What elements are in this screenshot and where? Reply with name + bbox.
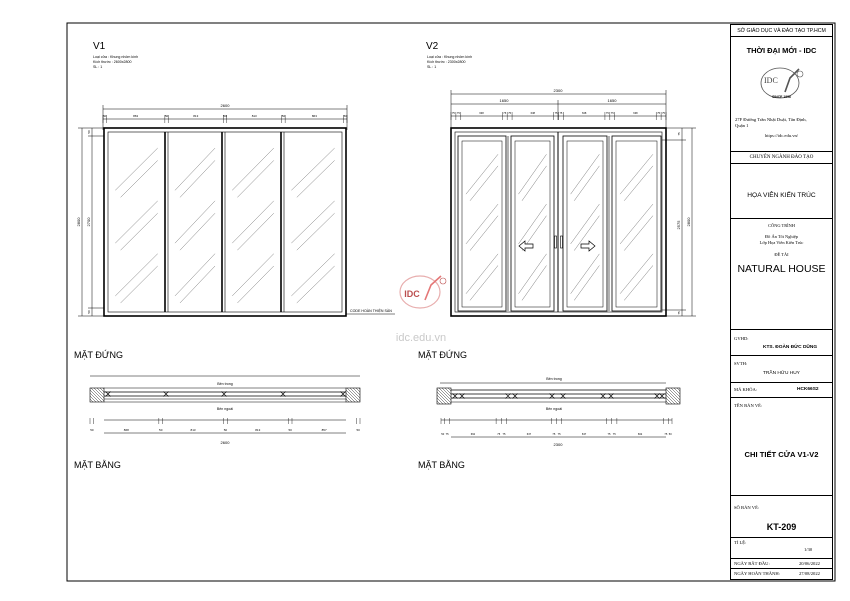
v1-top-segment-label: 863: [133, 114, 139, 118]
glass-reflection-line: [175, 148, 215, 190]
wall-hatch-line: [668, 388, 680, 400]
v2-plan-segments: [441, 418, 672, 436]
v1-name: V1: [93, 41, 106, 52]
v2-plan-segment-label: 75: [664, 433, 668, 436]
glass-reflection-line: [624, 266, 653, 301]
glass-reflection-line: [620, 254, 653, 294]
glass-reflection-line: [574, 166, 599, 201]
v1-plan-segment-label: 50: [288, 428, 292, 432]
v1-plan-segment-label: 813: [190, 428, 196, 432]
wall-hatch-line: [666, 401, 669, 404]
v2-top-segment-label: 75: [503, 112, 507, 115]
glass-reflection-line: [297, 213, 335, 250]
glass-reflection-line: [571, 154, 600, 194]
v2-right-inner: 2575: [676, 220, 681, 230]
v2-plan-segment-label: 662: [470, 433, 476, 436]
wall-hatch-line: [445, 388, 451, 394]
v1-spec-qty: SL : 1: [93, 65, 103, 69]
v2-top-segment-label: 75: [605, 112, 609, 115]
v2-top-segment-label: 638: [581, 112, 587, 115]
drawing-no-cell: [731, 496, 832, 538]
school-logo-text: IDC: [764, 76, 778, 85]
v1-top-segment-label: 863: [311, 114, 317, 118]
v2-plan-inside: Bên trong: [546, 377, 562, 381]
student: TRẦN HỮU HUY: [763, 371, 800, 376]
v2-top-segment-label: 638: [530, 112, 536, 115]
glass-reflection-line: [297, 160, 335, 197]
glass-reflection-line: [121, 266, 158, 303]
wall-hatch-line: [674, 388, 680, 394]
drawing-no-label: SỐ BẢN VẼ:: [734, 505, 760, 510]
glass-reflection-line: [237, 266, 273, 303]
department-cell: [731, 25, 832, 37]
glass-reflection-line: [574, 266, 599, 301]
v2-top-segment-label: 638: [479, 112, 484, 115]
v2-top-segment-label: 638: [633, 112, 638, 115]
project-label: CÔNG TRÌNH: [768, 223, 795, 228]
finish-label: NGÀY HOÀN THÀNH:: [734, 571, 780, 576]
v1-left-small-bottom: 50: [87, 310, 91, 314]
glass-reflection-line: [115, 201, 157, 243]
drawing-name-cell: [731, 398, 832, 496]
wall-hatch-line: [437, 392, 449, 404]
course: HCK66S2: [797, 387, 819, 392]
glass-reflection-line: [237, 160, 273, 197]
v1-plan-segment-label: 857: [321, 428, 327, 432]
glass-reflection-line: [624, 166, 653, 201]
start-cell: [731, 559, 832, 569]
glass-reflection-line: [624, 216, 653, 251]
v1-floor-label: CODE HOÀN THIỆN SÀN: [350, 309, 392, 313]
v2-plan-segment-label: 637: [581, 433, 587, 436]
v2-top-segment-label: 75: [456, 112, 460, 115]
start-date: 20/06/2022: [799, 561, 820, 566]
website: https://idc.edu.vn/: [764, 133, 799, 138]
glass-reflection-line: [571, 204, 600, 244]
glass-reflection-line: [291, 201, 334, 243]
wall-hatch-line: [666, 392, 678, 404]
v2-plan-segment-label: 75: [445, 433, 449, 436]
glass-reflection-line: [466, 154, 498, 194]
major-label-cell: [731, 152, 832, 164]
wall-hatch-line: [353, 388, 360, 395]
v1-door-frame: [104, 128, 346, 316]
scale-label: TỈ LỆ:: [734, 540, 747, 545]
v2-spec-type: Loại cửa : Khung nhôm kính: [427, 55, 473, 59]
v2-top-segment-label: 75: [610, 112, 614, 115]
watermark-logo: [400, 276, 446, 308]
glass-reflection-line: [519, 254, 547, 294]
wall-hatch-line: [346, 396, 352, 402]
v2-top-half-left: 1650: [499, 98, 509, 103]
v1-top-segment-label: 813: [193, 114, 199, 118]
v1-top-segment-label: 50: [281, 114, 286, 118]
project-cell: [731, 219, 832, 330]
finish-date: 27/08/2022: [799, 571, 820, 576]
v1-elevation-title: MẶT ĐỨNG: [74, 350, 124, 360]
v2-plan-total: 2300: [553, 442, 563, 447]
drawing-name: CHI TIẾT CỬA V1-V2: [744, 450, 819, 459]
watermark-logo-text: IDC: [404, 289, 420, 299]
v2-plan-segment-label: 50: [668, 433, 672, 436]
v2-door-frame: [451, 128, 666, 316]
v1-top-segment-label: 50: [103, 114, 107, 118]
instructor: KTS. ĐOÀN ĐỨC DŨNG: [763, 345, 818, 350]
project-line2: Lớp Họa Viên Kiến Trúc: [759, 240, 804, 245]
v2-plan-segment-label: 75: [607, 433, 611, 436]
start-label: NGÀY BẮT ĐẦU:: [734, 561, 770, 566]
school-cell: [731, 37, 832, 152]
v2-plan-segment-label: 75: [502, 433, 506, 436]
topic: NATURAL HOUSE: [737, 263, 826, 275]
v1-plan-segment-label: 50: [356, 428, 360, 432]
course-label: MÃ KHÓA:: [734, 387, 758, 392]
wall-hatch-line: [437, 398, 443, 404]
v1-top-total: 2600: [220, 103, 230, 108]
finish-cell: [731, 569, 832, 579]
scale-cell: [731, 538, 832, 559]
glass-reflection-line: [519, 154, 547, 194]
v1-plan-title: MẶT BẰNG: [74, 460, 121, 470]
major-label: CHUYÊN NGÀNH ĐÀO TẠO: [749, 155, 814, 160]
glass-reflection-line: [466, 254, 498, 294]
v2-plan-outside: Bên ngoài: [545, 407, 563, 411]
glass-reflection-line: [571, 254, 600, 294]
v2-top-total: 2300: [553, 88, 563, 93]
wall-hatch-line: [97, 388, 104, 395]
school-name: THỜI ĐẠI MỚI - IDC: [746, 46, 817, 55]
drawing-no: KT-209: [766, 522, 797, 532]
glass-reflection-line: [470, 266, 498, 301]
right-arrow-icon: [581, 241, 595, 251]
v2-top-segment-label: 75: [657, 112, 661, 115]
v2-plan-segment-label: 75: [557, 433, 561, 436]
scale: 1/30: [804, 547, 813, 552]
v2-top-segment-label: 75: [662, 112, 666, 115]
student-cell: [731, 356, 832, 383]
v2-glass-hatch: [466, 154, 653, 300]
project-line1: Đồ Án Tốt Nghiệp: [765, 234, 798, 239]
major-cell: [731, 164, 832, 219]
glass-reflection-line: [470, 166, 498, 201]
v1-top-segment-label: 50: [164, 114, 169, 118]
v1-left-dimensions: [78, 128, 104, 316]
v2-plan-segment-label: 75: [612, 433, 616, 436]
v2-right-outer: 2800: [686, 217, 691, 227]
wall-hatch-line: [90, 390, 102, 402]
v1-plan-outside: Bên ngoài: [216, 407, 234, 411]
wall-hatch-line: [437, 389, 451, 403]
glass-reflection-line: [232, 148, 274, 190]
glass-reflection-line: [115, 148, 157, 190]
glass-reflection-line: [291, 148, 334, 190]
since: SINCE 1996: [772, 95, 791, 99]
glass-reflection-line: [522, 166, 547, 201]
wall-hatch-line: [448, 388, 451, 391]
v2-plan-segment-label: 75: [552, 433, 556, 436]
glass-reflection-line: [291, 254, 334, 296]
v2-elevation-title: MẶT ĐỨNG: [418, 350, 468, 360]
v1-plan-segment-label: 813: [255, 428, 261, 432]
glass-reflection-line: [470, 216, 498, 251]
course-cell: [731, 383, 832, 398]
v1-plan-inside: Bên trong: [217, 382, 233, 386]
v1-top-segment-label: 50: [223, 114, 227, 118]
glass-reflection-line: [180, 213, 215, 250]
glass-reflection-line: [466, 204, 498, 244]
v1-top-segment-label: 50: [343, 114, 347, 118]
wall-hatch-line: [666, 389, 680, 403]
v1-left-small-top: 50: [87, 130, 91, 134]
glass-reflection-line: [620, 154, 653, 194]
v2-top-half-right: 1650: [607, 98, 617, 103]
title-block: [730, 24, 833, 580]
wall-hatch-line: [439, 388, 451, 400]
v2-spec-size: Kích thước : 2300x2800: [427, 60, 466, 64]
glass-reflection-line: [297, 266, 335, 303]
address-line1: 27F Đường Trần Nhật Duật, Tân Định,: [735, 117, 807, 122]
v1-spec-type: Loại cửa : Khung nhôm kính: [93, 55, 139, 59]
topic-label: ĐỀ TÀI: [774, 252, 789, 257]
glass-reflection-line: [115, 254, 157, 296]
v2-top-segment-label: 75: [554, 112, 558, 115]
glass-reflection-line: [237, 213, 273, 250]
wall-hatch-line: [90, 399, 93, 402]
major: HỌA VIÊN KIẾN TRÚC: [747, 192, 816, 199]
glass-reflection-line: [180, 266, 215, 303]
glass-reflection-line: [522, 266, 547, 301]
wall-hatch-line: [94, 388, 104, 398]
v2-plan-title: MẶT BẰNG: [418, 460, 465, 470]
instructor-label: GVHD:: [734, 336, 749, 341]
v1-left-inner: 2700: [86, 217, 91, 227]
v2-right-small-bottom: 75: [677, 311, 681, 315]
v1-plan-segment-label: 50: [90, 428, 94, 432]
glass-reflection-line: [232, 201, 274, 243]
v1-plan-total: 2600: [220, 440, 230, 445]
drawing-name-label: TÊN BẢN VẼ:: [734, 403, 763, 408]
v1-spec-size: Kích thước : 2600x2800: [93, 60, 132, 64]
v2-plan-segment-label: 637: [526, 433, 532, 436]
student-label: SVTH:: [734, 361, 748, 366]
glass-reflection-line: [232, 254, 274, 296]
glass-reflection-line: [620, 204, 653, 244]
glass-reflection-line: [175, 201, 215, 243]
glass-reflection-line: [121, 160, 158, 197]
glass-reflection-line: [175, 254, 215, 296]
glass-reflection-line: [180, 160, 215, 197]
v2-top-segments: [451, 111, 666, 120]
v2-plan-segment-label: 75: [497, 433, 501, 436]
address-line2: Quận 1: [735, 123, 749, 128]
wall-hatch-line: [346, 390, 358, 402]
wall-hatch-line: [677, 388, 680, 391]
v1-plan-segment-label: 50: [159, 428, 163, 432]
v2-spec-qty: SL : 1: [427, 65, 437, 69]
instructor-cell: [731, 330, 832, 356]
v1-left-outer: 2800: [76, 217, 81, 227]
v2-right-small-top: 75: [677, 132, 681, 136]
v2-name: V2: [426, 41, 439, 52]
v1-plan-segment-label: 868: [123, 428, 129, 432]
wall-hatch-line: [346, 399, 349, 402]
left-arrow-icon: [519, 241, 533, 251]
v2-top-segment-label: 75: [451, 112, 455, 115]
wall-hatch-line: [350, 388, 360, 398]
department: SỞ GIÁO DỤC VÀ ĐÀO TẠO TP.HCM: [737, 28, 826, 34]
wall-hatch-line: [437, 401, 440, 404]
glass-reflection-line: [519, 204, 547, 244]
watermark-url: idc.edu.vn: [395, 332, 447, 344]
v1-plan-segment-label: 50: [223, 428, 228, 432]
v1-top-segment-label: 813: [251, 114, 257, 118]
v1-top-segments: [103, 114, 347, 123]
glass-reflection-line: [121, 213, 158, 250]
wall-hatch-line: [90, 396, 96, 402]
v2-top-segment-label: 75: [508, 112, 512, 115]
v2-plan-segment-label: 662: [637, 433, 643, 436]
wall-hatch-line: [666, 398, 672, 404]
v2-plan-segment-label: 50: [441, 433, 445, 436]
v2-top-segment-label: 75: [559, 112, 563, 115]
